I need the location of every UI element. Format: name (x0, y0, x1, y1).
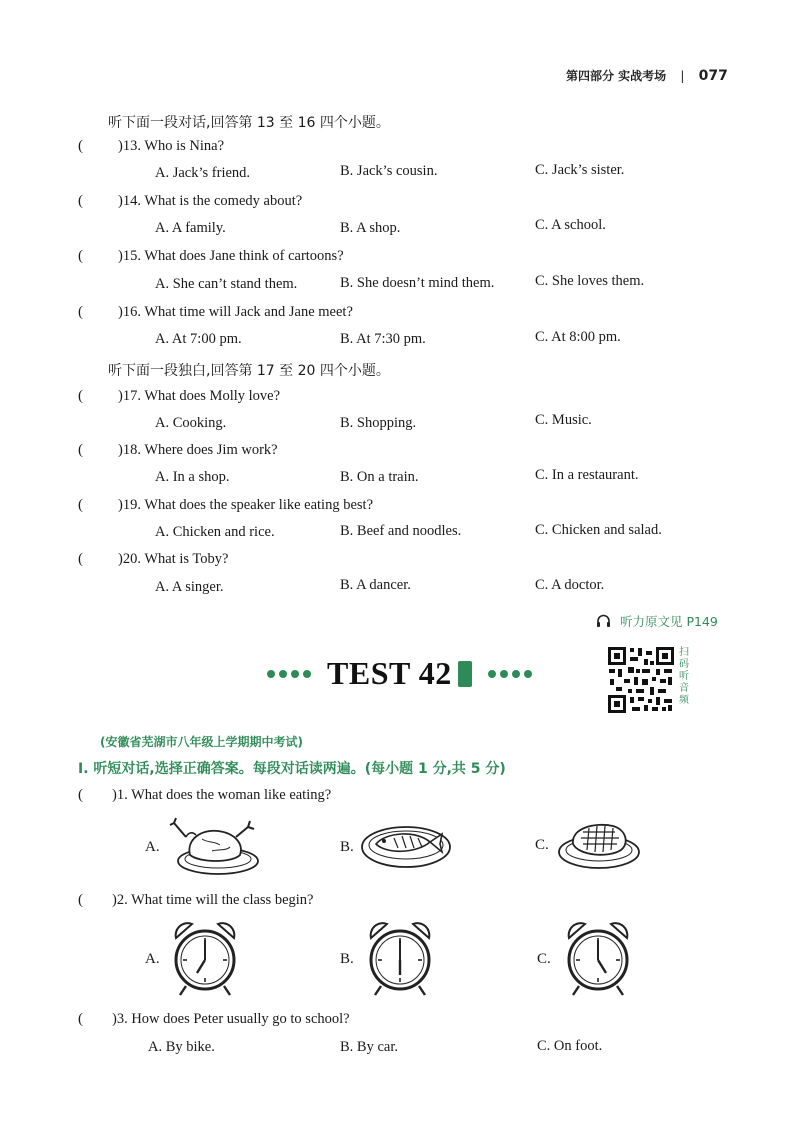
option-c-label: C. (537, 951, 551, 967)
option-c: C. At 8:00 pm. (535, 329, 621, 345)
option-c: C. Jack’s sister. (535, 162, 625, 178)
question-stem: )20. What is Toby? (118, 551, 229, 567)
page-number: 077 (698, 68, 728, 84)
question-stem: )3. How does Peter usually go to school? (112, 1011, 350, 1027)
answer-blank[interactable]: ( (78, 138, 83, 154)
option-a: A. She can’t stand them. (155, 276, 298, 292)
headphones-icon (596, 614, 611, 631)
answer-blank[interactable]: ( (78, 497, 83, 513)
exam-source: (安徽省芜湖市八年级上学期期中考试) (100, 735, 303, 749)
option-a: A. By bike. (148, 1039, 215, 1055)
question-stem: )1. What does the woman like eating? (112, 787, 332, 803)
answer-blank[interactable]: ( (78, 892, 83, 908)
option-a: A. Cooking. (155, 415, 227, 431)
answer-blank[interactable]: ( (78, 551, 83, 567)
option-a: A. At 7:00 pm. (155, 331, 242, 347)
intro-dialogue: 听下面一段对话,回答第 13 至 16 四个小题。 (108, 115, 390, 131)
option-c: C. A doctor. (535, 577, 605, 593)
question-stem: )16. What time will Jack and Jane meet? (118, 304, 353, 320)
header-section: 第四部分 实战考场 (566, 69, 667, 83)
option-c: C. She loves them. (535, 273, 645, 289)
answer-blank[interactable]: ( (78, 1011, 83, 1027)
option-c: C. Music. (535, 412, 592, 428)
title-dots-left (265, 665, 313, 682)
answer-blank[interactable]: ( (78, 248, 83, 264)
answer-blank[interactable]: ( (78, 442, 83, 458)
option-c: C. Chicken and salad. (535, 522, 662, 538)
question-stem: )2. What time will the class begin? (112, 892, 314, 908)
option-a-label: A. (145, 839, 160, 855)
qr-code[interactable] (606, 645, 676, 715)
title-dots-right (486, 665, 534, 682)
option-b-label: B. (340, 839, 354, 855)
question-stem: )18. Where does Jim work? (118, 442, 278, 458)
running-header (566, 67, 728, 84)
option-a-label: A. (145, 951, 160, 967)
option-b: B. At 7:30 pm. (340, 331, 426, 347)
question-stem: )17. What does Molly love? (118, 388, 281, 404)
alarm-clock-icon (170, 918, 240, 1003)
question-stem: )14. What is the comedy about? (118, 193, 303, 209)
roast-chicken-icon (168, 815, 260, 882)
test-title: TEST 42 (327, 655, 452, 691)
option-b: B. Shopping. (340, 415, 417, 431)
qr-code-icon (606, 645, 676, 715)
option-a: A. In a shop. (155, 469, 230, 485)
option-a: A. Chicken and rice. (155, 524, 275, 540)
intro-monologue: 听下面一段独白,回答第 17 至 20 四个小题。 (108, 363, 390, 379)
option-b: B. Jack’s cousin. (340, 163, 438, 179)
fish-plate-icon (360, 820, 452, 875)
answer-blank[interactable]: ( (78, 304, 83, 320)
test-badge-icon (458, 661, 472, 687)
option-b: B. A dancer. (340, 577, 411, 593)
option-b: B. She doesn’t mind them. (340, 275, 495, 291)
option-a: A. Jack’s friend. (155, 165, 251, 181)
option-c-label: C. (535, 837, 549, 853)
option-a: A. A singer. (155, 579, 224, 595)
option-c: C. On foot. (537, 1038, 603, 1054)
answer-blank[interactable]: ( (78, 388, 83, 404)
question-stem: )15. What does Jane think of cartoons? (118, 248, 344, 264)
option-b: B. Beef and noodles. (340, 523, 462, 539)
test-title-bar (265, 655, 534, 692)
question-stem: )13. Who is Nina? (118, 138, 225, 154)
option-b: B. A shop. (340, 220, 401, 236)
listening-reference-label: 听力原文见 P149 (619, 614, 718, 629)
option-c: C. A school. (535, 217, 606, 233)
alarm-clock-icon (365, 918, 435, 1003)
listening-reference[interactable] (596, 612, 718, 631)
answer-blank[interactable]: ( (78, 787, 83, 803)
header-separator: | (680, 69, 685, 83)
option-b-label: B. (340, 951, 354, 967)
option-b: B. By car. (340, 1039, 398, 1055)
alarm-clock-icon (563, 918, 633, 1003)
option-b: B. On a train. (340, 469, 419, 485)
section-title: Ⅰ. 听短对话,选择正确答案。每段对话读两遍。(每小题 1 分,共 5 分) (78, 761, 506, 777)
answer-blank[interactable]: ( (78, 193, 83, 209)
steak-plate-icon (555, 818, 643, 877)
option-c: C. In a restaurant. (535, 467, 639, 483)
question-stem: )19. What does the speaker like eating best? (118, 497, 374, 513)
option-a: A. A family. (155, 220, 226, 236)
qr-caption: 扫码听音频 (679, 647, 689, 706)
